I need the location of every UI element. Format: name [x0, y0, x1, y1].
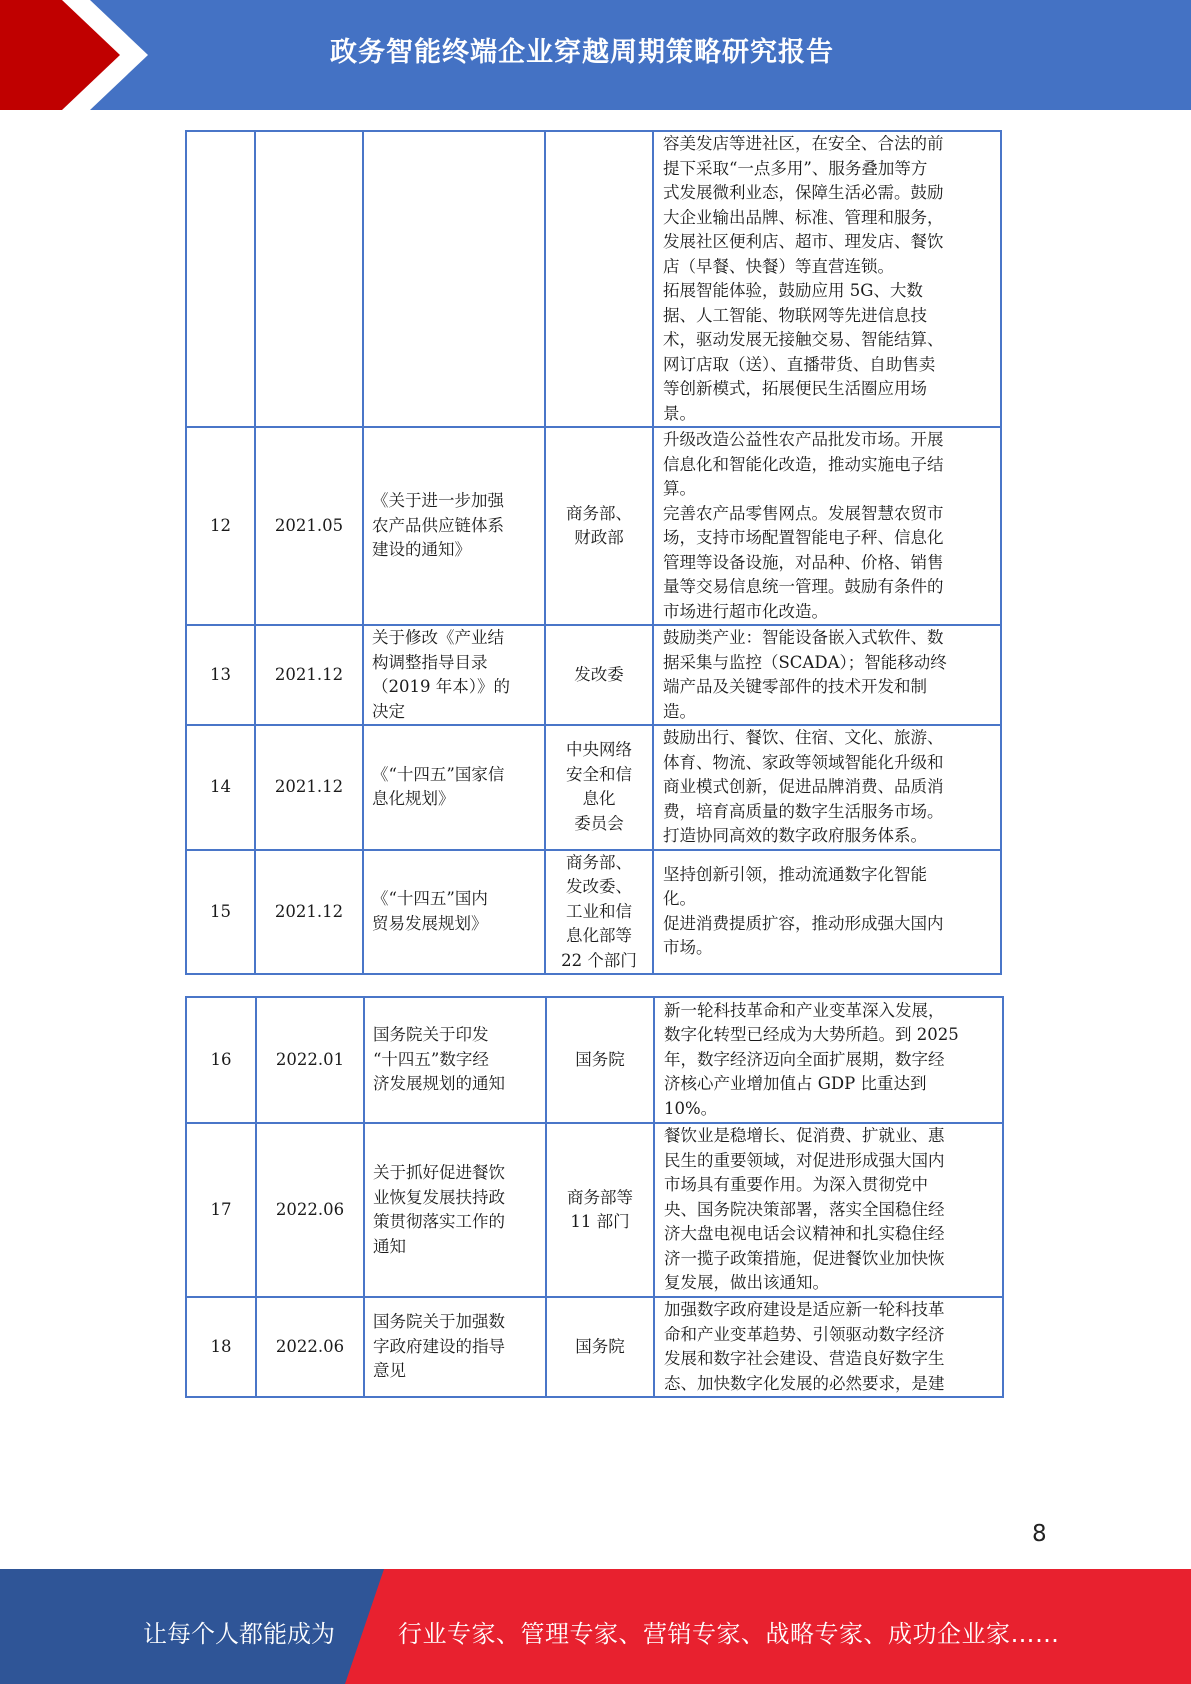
policy-content-line: 景。 [663, 403, 696, 423]
policy-title [364, 1297, 546, 1397]
row-date [255, 131, 363, 427]
policy-content-line: 新一轮科技革命和产业变革深入发展， [664, 1000, 945, 1020]
policy-content [653, 625, 1001, 725]
policy-content-line: 等创新模式，拓展便民生活圈应用场 [663, 379, 927, 398]
policy-content-line: 年，数字经济迈向全面扩展期，数字经 [664, 1049, 945, 1069]
policy-content-line: 央、国务院决策部署，落实全国稳住经 [664, 1199, 945, 1219]
issuing-department [545, 625, 653, 725]
policy-title-line: 息化规划》 [372, 789, 455, 809]
policy-content-line: 市场。 [663, 938, 713, 958]
policy-content-line: 提下采取“一点多用”、服务叠加等方 [663, 158, 928, 178]
policy-title-line: 字政府建设的指导 [373, 1336, 505, 1356]
footer-banner [0, 1569, 1191, 1684]
policy-content-line: 管理等设备设施，对品种、价格、销售 [663, 552, 944, 572]
issuing-department-line: 国务院 [575, 1049, 625, 1069]
policy-title-line: 建设的通知》 [372, 540, 471, 560]
policy-title-line: 关于抓好促进餐饮 [373, 1163, 505, 1182]
issuing-department [546, 997, 654, 1123]
policy-content-line: 信息化和智能化改造，推动实施电子结 [663, 454, 944, 474]
policy-content-line: 容美发店等进社区，在安全、合法的前 [663, 134, 944, 153]
policy-content [654, 1123, 1003, 1297]
table-row [186, 997, 1003, 1123]
policy-content-line: 化。 [663, 889, 696, 909]
policy-title-line: 《“十四五”国家信 [372, 764, 505, 784]
policy-content-line: 拓展智能体验，鼓励应用 5G、大数 [663, 281, 923, 300]
footer-slogan-left: 让每个人都能成为 [143, 1620, 335, 1648]
policy-content-line: 发展和数字社会建设、营造良好数字生 [664, 1349, 945, 1368]
table-row [186, 625, 1001, 725]
issuing-department-line: 委员会 [574, 813, 624, 833]
policy-title [363, 850, 545, 975]
policy-title-line: 意见 [373, 1361, 406, 1381]
policy-content [653, 850, 1001, 975]
report-title: 政务智能终端企业穿越周期策略研究报告 [330, 37, 834, 68]
policy-content-line: 据采集与监控（SCADA）；智能移动终 [663, 652, 947, 672]
issuing-department-line: 国务院 [575, 1336, 625, 1356]
policy-content-line: 据、人工智能、物联网等先进信息技 [663, 305, 927, 325]
row-number: 17 [186, 1123, 256, 1297]
issuing-department-line: 中央网络 [566, 740, 632, 760]
row-number: 14 [186, 725, 255, 850]
row-date: 2021.05 [255, 427, 363, 625]
policy-title [363, 131, 545, 427]
policy-table-2 [185, 996, 1004, 1398]
policy-title-line: “十四五”数字经 [373, 1049, 489, 1069]
policy-content-line: 商业模式创新，促进品牌消费、品质消 [663, 777, 944, 796]
policy-title-line: 《“十四五”国内 [372, 889, 488, 909]
policy-title [364, 997, 546, 1123]
header-red-chevron [0, 0, 150, 110]
policy-content-line: 餐饮业是稳增长、促消费、扩就业、惠 [664, 1126, 945, 1146]
policy-title-line: 农产品供应链体系 [372, 515, 504, 535]
policy-content-line: 体育、物流、家政等领域智能化升级和 [663, 752, 944, 772]
policy-content [654, 997, 1003, 1123]
policy-content-line: 济一揽子政策措施，促进餐饮业加快恢 [664, 1248, 945, 1268]
row-date: 2021.12 [255, 725, 363, 850]
issuing-department-line: 商务部、 [566, 503, 632, 523]
policy-content-line: 端产品及关键零部件的技术开发和制 [663, 677, 927, 696]
policy-content-line: 市场进行超市化改造。 [663, 601, 828, 621]
policy-title-line: 关于修改《产业结 [372, 628, 504, 647]
policy-content-line: 完善农产品零售网点。发展智慧农贸市 [663, 503, 944, 523]
policy-content-line: 算。 [663, 479, 696, 498]
issuing-department [545, 131, 653, 427]
policy-content-line: 加强数字政府建设是适应新一轮科技革 [664, 1300, 945, 1319]
policy-table-1 [185, 130, 1002, 975]
policy-content-line: 网订店取（送）、直播带货、自助售卖 [663, 354, 936, 374]
policy-content-line: 10%。 [664, 1098, 718, 1118]
table-row [186, 131, 1001, 427]
row-number: 13 [186, 625, 255, 725]
policy-title-line: 贸易发展规划》 [372, 913, 488, 933]
policy-content-line: 促进消费提质扩容，推动形成强大国内 [663, 913, 944, 933]
issuing-department [546, 1123, 654, 1297]
issuing-department [545, 850, 653, 975]
policy-content-line: 店（早餐、快餐）等直营连锁。 [663, 256, 894, 276]
policy-content-line: 大企业输出品牌、标准、管理和服务， [663, 207, 944, 227]
issuing-department-line: 发改委、 [566, 877, 632, 896]
policy-content-line: 造。 [663, 701, 696, 721]
row-number: 18 [186, 1297, 256, 1397]
policy-content [653, 427, 1001, 625]
issuing-department-line: 发改委 [574, 664, 624, 684]
policy-content-line: 鼓励出行、餐饮、住宿、文化、旅游、 [663, 728, 944, 747]
policy-title [363, 725, 545, 850]
policy-content-line: 济核心产业增加值占 GDP 比重达到 [664, 1074, 927, 1094]
row-date: 2022.01 [256, 997, 364, 1123]
issuing-department-line: 安全和信 [566, 764, 632, 784]
policy-title-line: 国务院关于加强数 [373, 1312, 505, 1332]
table-row [186, 850, 1001, 975]
policy-content-line: 坚持创新引领，推动流通数字化智能 [663, 864, 927, 884]
policy-title [364, 1123, 546, 1297]
policy-content-line: 鼓励类产业：智能设备嵌入式软件、数 [663, 628, 944, 647]
issuing-department-line: 11 部门 [570, 1212, 630, 1231]
row-number [186, 131, 255, 427]
policy-content-line: 济大盘电视电话会议精神和扎实稳住经 [664, 1224, 945, 1244]
policy-content-line: 量等交易信息统一管理。鼓励有条件的 [663, 577, 944, 596]
policy-title [363, 427, 545, 625]
issuing-department-line: 商务部、 [566, 852, 632, 872]
row-date: 2022.06 [256, 1297, 364, 1397]
policy-content-line: 市场具有重要作用。为深入贯彻党中 [664, 1175, 928, 1195]
row-number: 12 [186, 427, 255, 625]
issuing-department [545, 725, 653, 850]
issuing-department-line: 22 个部门 [561, 950, 637, 970]
policy-title-line: 国务院关于印发 [373, 1025, 489, 1045]
policy-content-line: 数字化转型已经成为大势所趋。到 2025 [664, 1025, 959, 1045]
row-number: 15 [186, 850, 255, 975]
table-row [186, 1297, 1003, 1397]
issuing-department-line: 息化部等 [566, 926, 632, 945]
policy-title-line: 构调整指导目录 [372, 652, 488, 672]
policy-content-line: 民生的重要领域，对促进形成强大国内 [664, 1150, 945, 1170]
policy-content [654, 1297, 1003, 1397]
policy-title-line: 《关于进一步加强 [372, 491, 504, 511]
policy-title-line: 济发展规划的通知 [373, 1074, 505, 1094]
policy-content-line: 式发展微利业态，保障生活必需。鼓励 [663, 183, 944, 202]
table-row [186, 427, 1001, 625]
policy-content-line: 费，培育高质量的数字生活服务市场。 [663, 801, 944, 821]
table-row [186, 1123, 1003, 1297]
policy-title-line: 策贯彻落实工作的 [373, 1212, 505, 1231]
issuing-department-line: 工业和信 [566, 901, 632, 921]
table-row [186, 725, 1001, 850]
policy-content-line: 场，支持市场配置智能电子秤、信息化 [663, 528, 944, 547]
issuing-department-line: 息化 [582, 789, 616, 809]
policy-content-line: 术，驱动发展无接触交易、智能结算、 [663, 330, 944, 349]
footer-slogan-right: 行业专家、管理专家、营销专家、战略专家、成功企业家…… [398, 1620, 1060, 1648]
row-number: 16 [186, 997, 256, 1123]
policy-content-line: 发展社区便利店、超市、理发店、餐饮 [663, 232, 944, 251]
row-date: 2022.06 [256, 1123, 364, 1297]
issuing-department-line: 商务部等 [567, 1187, 633, 1207]
policy-content-line: 命和产业变革趋势、引领驱动数字经济 [664, 1324, 945, 1344]
policy-title [363, 625, 545, 725]
policy-content-line: 复发展，做出该通知。 [664, 1273, 829, 1293]
issuing-department-line: 财政部 [574, 528, 624, 547]
row-date: 2021.12 [255, 625, 363, 725]
policy-content [653, 725, 1001, 850]
policy-content-line: 打造协同高效的数字政府服务体系。 [663, 826, 927, 845]
policy-content-line: 升级改造公益性农产品批发市场。开展 [663, 430, 944, 449]
policy-title-line: 通知 [373, 1236, 406, 1256]
issuing-department [545, 427, 653, 625]
policy-content [653, 131, 1001, 427]
policy-title-line: 决定 [372, 701, 405, 721]
policy-title-line: （2019 年本）》的 [372, 677, 510, 696]
header-banner [0, 0, 1191, 110]
page-number: 8 [1032, 1521, 1047, 1547]
row-date: 2021.12 [255, 850, 363, 975]
policy-content-line: 态、加快数字化发展的必然要求，是建 [664, 1373, 945, 1393]
policy-title-line: 业恢复发展扶持政 [373, 1187, 505, 1207]
issuing-department [546, 1297, 654, 1397]
